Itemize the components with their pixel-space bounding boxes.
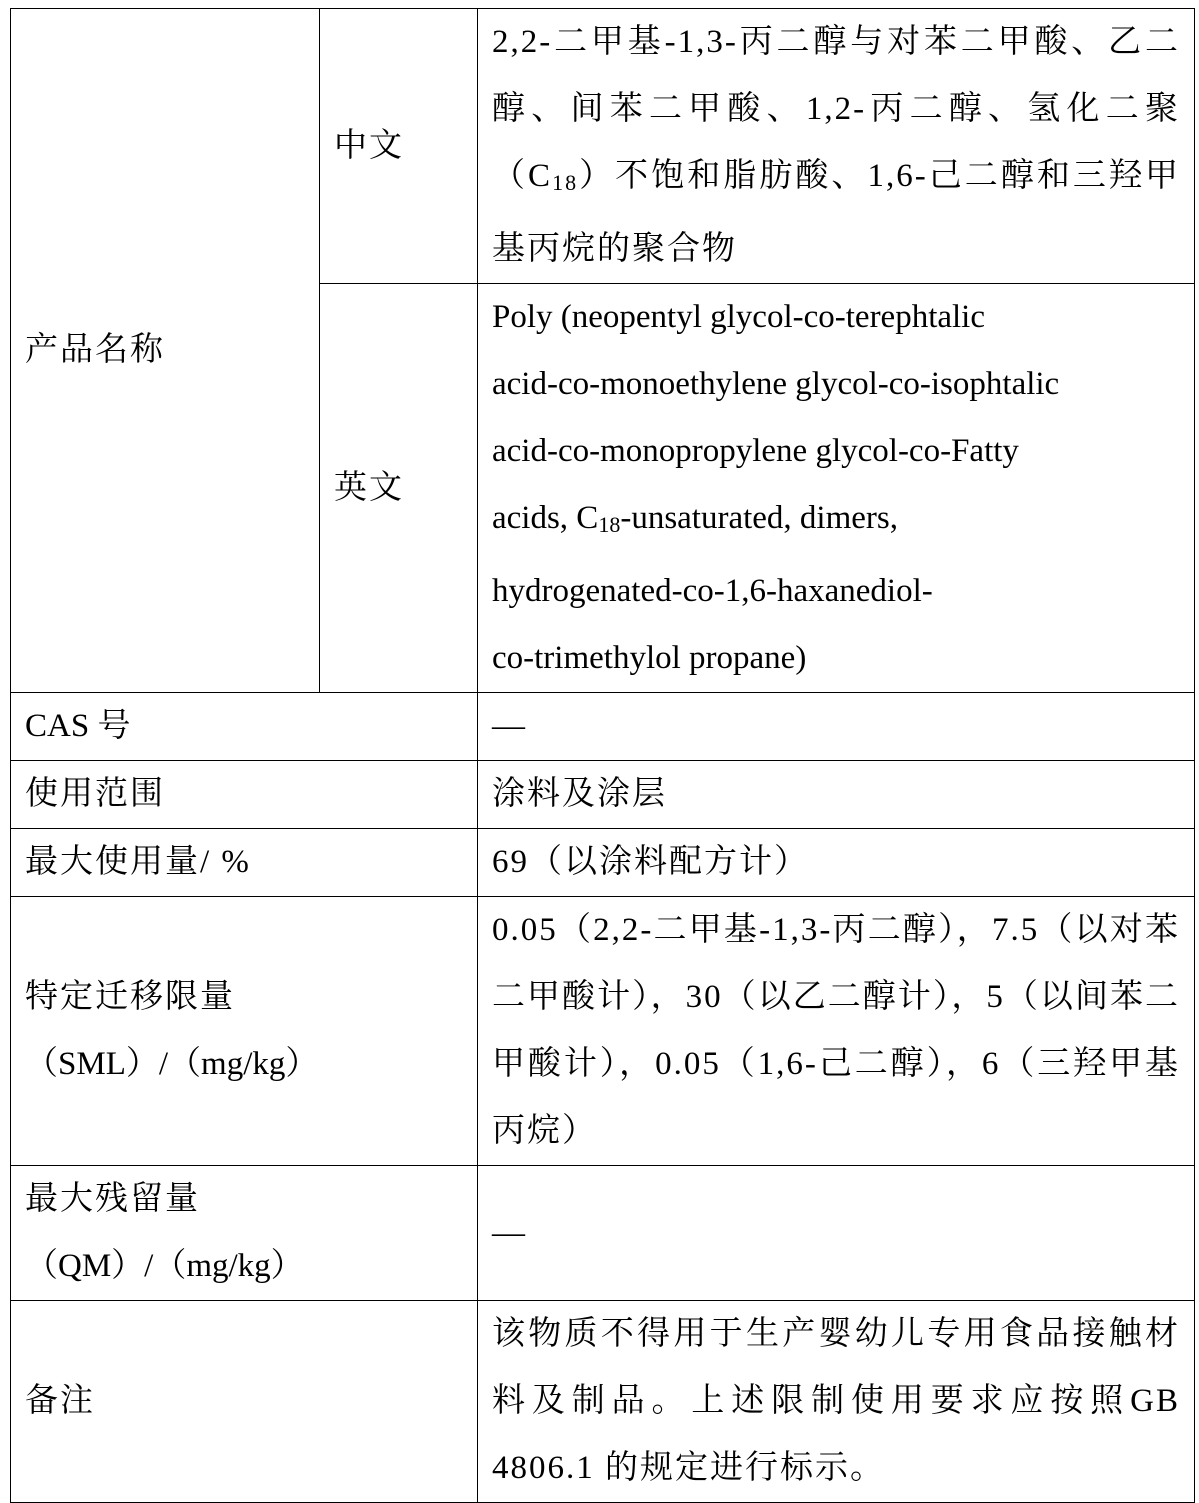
row-qm xyxy=(11,1166,1195,1301)
max-usage-value: 69（以涂料配方计） xyxy=(478,829,1195,897)
max-usage-label: 最大使用量/ % xyxy=(11,829,478,897)
qm-label xyxy=(11,1166,478,1301)
chinese-name-text-2: ）不饱和脂肪酸、1,6-己二醇和三羟甲基丙烷的聚合物 xyxy=(492,158,1180,267)
usage-scope-value: 涂料及涂层 xyxy=(478,761,1195,829)
usage-scope-label: 使用范围 xyxy=(11,761,478,829)
row-product-name-chinese xyxy=(11,9,1195,284)
english-name-label: 英文 xyxy=(320,284,478,693)
english-name-line: hydrogenated-co-1,6-haxanediol- xyxy=(492,573,933,609)
remarks-label: 备注 xyxy=(11,1301,478,1503)
english-name-text: -unsaturated, dimers, xyxy=(620,500,898,536)
english-name-line: co-trimethylol propane) xyxy=(492,640,807,676)
qm-label-line2: （QM）/（mg/kg） xyxy=(25,1248,304,1284)
row-cas xyxy=(11,693,1195,761)
english-name-line: Poly (neopentyl glycol-co-terephtalic xyxy=(492,299,986,335)
sml-label-line1: 特定迁移限量 xyxy=(25,979,235,1015)
cas-value: — xyxy=(478,693,1195,761)
english-name-line xyxy=(492,485,1180,558)
product-spec-table xyxy=(10,8,1195,1503)
row-sml xyxy=(11,897,1195,1166)
qm-value: — xyxy=(478,1166,1195,1301)
remarks-value: 该物质不得用于生产婴幼儿专用食品接触材料及制品。上述限制使用要求应按照GB 4806.1 的规定进行标示。 xyxy=(478,1301,1195,1503)
english-name-text: acids, C xyxy=(492,500,599,536)
chinese-name-subscript: 18 xyxy=(552,170,579,195)
product-name-label: 产品名称 xyxy=(11,9,320,693)
qm-label-line1: 最大残留量 xyxy=(25,1181,200,1217)
english-name-value xyxy=(478,284,1195,693)
english-name-subscript: 18 xyxy=(598,512,621,537)
sml-value: 0.05（2,2-二甲基-1,3-丙二醇），7.5（以对苯二甲酸计），30（以乙二醇计），5（以间苯二甲酸计），0.05（1,6-己二醇），6（三羟甲基丙烷） xyxy=(478,897,1195,1166)
row-remarks xyxy=(11,1301,1195,1503)
chinese-name-label: 中文 xyxy=(320,9,478,284)
row-max-usage xyxy=(11,829,1195,897)
chinese-name-value xyxy=(478,9,1195,284)
english-name-line: acid-co-monoethylene glycol-co-isophtalic xyxy=(492,366,1060,402)
chinese-name-text-1: 2,2-二甲基-1,3-丙二醇与对苯二甲酸、乙二醇、间苯二甲酸、1,2-丙二醇、氢化二聚（C xyxy=(492,24,1180,194)
cas-label: CAS 号 xyxy=(11,693,478,761)
sml-label-line2: （SML）/（mg/kg） xyxy=(25,1046,319,1082)
row-usage-scope xyxy=(11,761,1195,829)
english-name-line: acid-co-monopropylene glycol-co-Fatty xyxy=(492,433,1019,469)
sml-label xyxy=(11,897,478,1166)
